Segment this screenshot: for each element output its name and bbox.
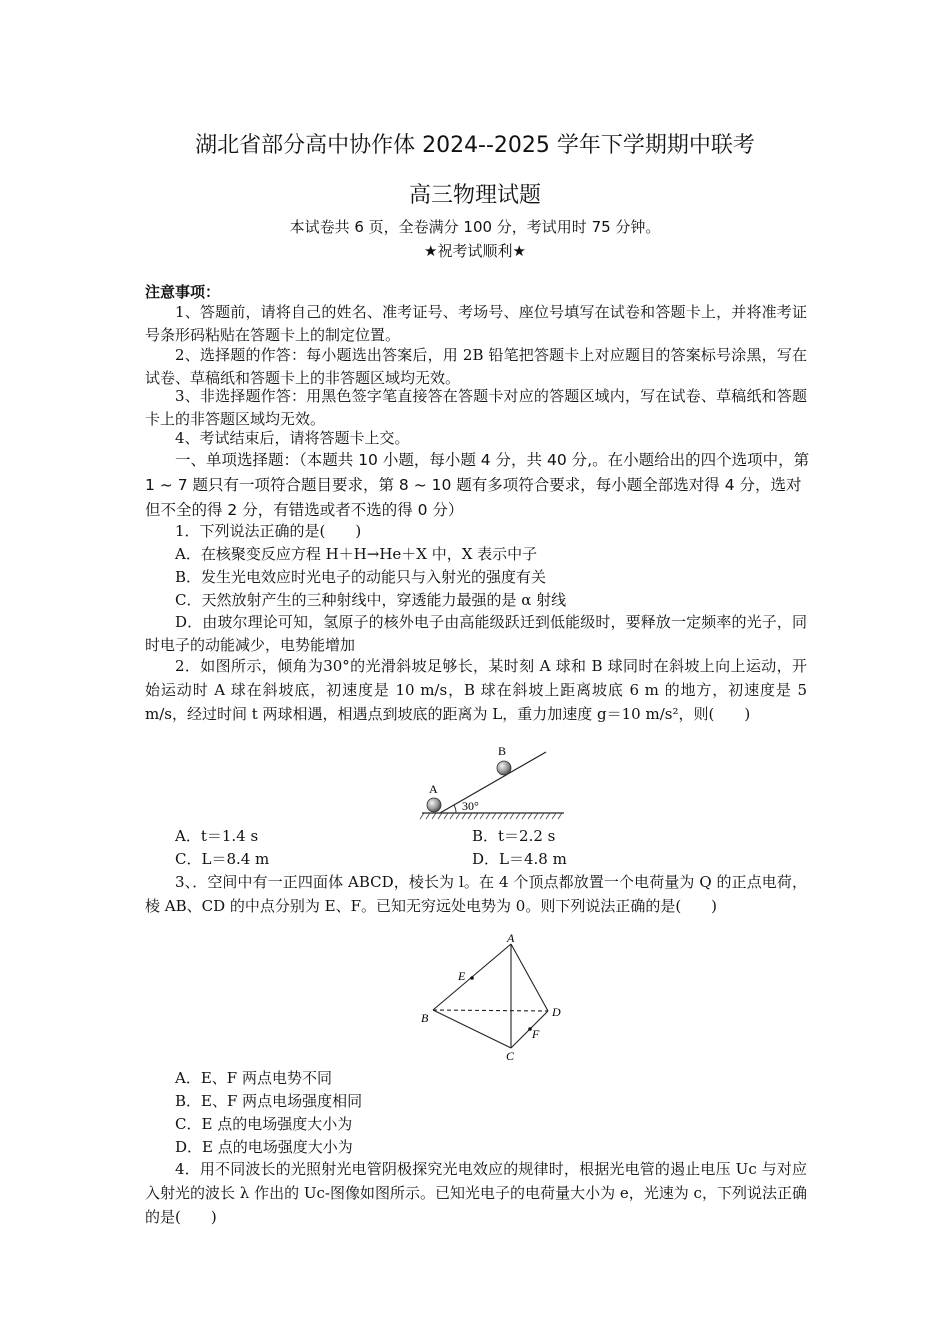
- ball-a-label: A: [429, 782, 438, 796]
- vertex-b-label: B: [421, 1011, 429, 1025]
- section-1-prefix: 一、单项选择题：: [175, 451, 300, 469]
- ball-a: [427, 798, 441, 812]
- section-1-desc: （本题共 10 小题，每小题 4 分，共 40 分,。在小题给出的四个选项中，第 1 ~ 7 题只有一项符合题目要求，第 8 ~ 10 题有多项符合要求，每小题全部选对得 4 分，选对但不全的得 2 分，有错选或者不选的得 0 分）: [145, 451, 810, 519]
- q2-stem: 2．如图所示，倾角为30°的光滑斜坡足够长，某时刻 A 球和 B 球同时在斜坡上向上运动，开始运动时 A 球在斜坡底，初速度是 10 m/s，B 球在斜坡上距离坡底 6 m 的地方，初速度是 5 m/s，经过时间 t 两球相遇，相遇点到坡底的距离为 L，重力加速度 g＝10 m/s²，则( ): [145, 657, 807, 723]
- section-1-heading: [145, 448, 813, 523]
- q3-option-a: A．E、F 两点电势不同: [175, 1069, 332, 1087]
- q3-option-b: B．E、F 两点电场强度相同: [175, 1092, 363, 1110]
- exam-subtitle: 高三物理试题: [408, 183, 541, 208]
- q2-incline-figure: [418, 740, 568, 822]
- point-f-label: F: [532, 1027, 540, 1041]
- ground-hatch: [420, 813, 562, 819]
- q2-option-d: D．L＝4.8 m: [472, 850, 567, 868]
- angle-label: 30°: [462, 799, 479, 813]
- edge-bd-hidden: [433, 1010, 548, 1011]
- q1-option-b: B．发生光电效应时光电子的动能只与入射光的强度有关: [175, 568, 547, 586]
- ball-b: [497, 761, 511, 775]
- q3-tetrahedron-figure: [418, 932, 568, 1062]
- notice-item-2: 2、选择题的作答：每小题选出答案后，用 2B 铅笔把答题卡上对应题目的答案标号涂黑，写在试卷、草稿纸和答题卡上的非答题区域均无效。: [145, 346, 807, 387]
- incline-line: [440, 752, 546, 813]
- notice-item-4: 4、考试结束后，请将答题卡上交。: [175, 429, 410, 447]
- q1-option-d: D．由玻尔理论可知，氢原子的核外电子由高能级跃迁到低能级时，要释放一定频率的光子，同时电子的动能减少，电势能增加: [145, 613, 807, 654]
- point-e: [470, 976, 474, 980]
- notice-item-3: 3、非选择题作答：用黑色签字笔直接答在答题卡对应的答题区域内，写在试卷、草稿纸和答题卡上的非答题区域均无效。: [145, 387, 807, 428]
- vertex-a-label: A: [507, 932, 515, 945]
- q3-stem: 3、．空间中有一正四面体 ABCD，棱长为 l。在 4 个顶点都放置一个电荷量为 Q 的正点电荷，棱 AB、CD 的中点分别为 E、F。已知无穷远处电势为 0。则下列说法正确的是( ): [145, 873, 807, 915]
- q3-option-c: C．E 点的电场强度大小为: [175, 1115, 353, 1133]
- notice-item-1: 1、答题前，请将自己的姓名、准考证号、考场号、座位号填写在试卷和答题卡上，并将准考证号条形码粘贴在答题卡上的制定位置。: [145, 303, 807, 344]
- exam-title: 湖北省部分高中协作体 2024--2025 学年下学期期中联考: [195, 133, 755, 158]
- q1-option-c: C．天然放射产生的三种射线中，穿透能力最强的是 α 射线: [175, 591, 567, 609]
- q2-option-b: B．t＝2.2 s: [472, 827, 556, 845]
- edge-bc: [433, 1010, 511, 1048]
- q1-option-a: A．在核聚变反应方程 H＋H→He＋X 中，X 表示中子: [175, 545, 538, 563]
- q2-option-c: C．L＝8.4 m: [175, 850, 270, 868]
- point-e-label: E: [458, 969, 466, 983]
- vertex-d-label: D: [552, 1005, 561, 1019]
- exam-info: 本试卷共 6 页，全卷满分 100 分，考试用时 75 分钟。: [289, 218, 661, 236]
- q3-option-d: D．E 点的电场强度大小为: [175, 1138, 353, 1156]
- exam-wish: ★祝考试顺利★: [424, 242, 526, 260]
- notice-heading: 注意事项：: [145, 283, 221, 301]
- edge-ad: [511, 944, 548, 1011]
- q2-option-a: A．t＝1.4 s: [175, 827, 259, 845]
- angle-arc: [454, 805, 456, 813]
- q4-stem: 4．用不同波长的光照射光电管阴极探究光电效应的规律时，根据光电管的遏止电压 Uc 与对应入射光的波长 λ 作出的 Uc-图像如图所示。已知光电子的电荷量大小为 e，光速为 c，下列说法正确的是( ): [145, 1160, 807, 1226]
- ball-b-label: B: [498, 744, 507, 758]
- vertex-c-label: C: [506, 1049, 515, 1062]
- q1-stem: 1．下列说法正确的是( ): [175, 522, 362, 540]
